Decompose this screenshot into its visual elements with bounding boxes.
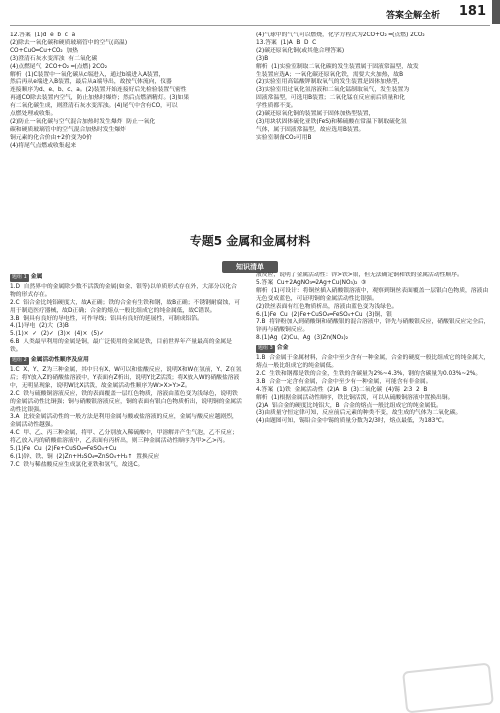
answer-line: 连接顺序为d、e、b、c、a。(2)装置开始连接好后先检验装置气密性 [10, 87, 187, 94]
answer-paragraph: 7.B 将锌粉加入到硝酸铜和硝酸银的混合溶液中，锌先与硝酸银反应，硝酸银反应完全后，锌再与硝酸铜反应。 [256, 319, 490, 334]
answer-paragraph: 5.(1)Fe Cu (2)Fe+CuSO₄═FeSO₄+Cu [10, 446, 117, 453]
topic-title: 金属活动性顺序及应用 [30, 357, 89, 364]
answer-line: 点燃处理或收集。 [10, 111, 57, 118]
group-badge: 题组 3 [258, 345, 273, 352]
answer-line: (4)点燃尾气 2CO+O₂ ═(点燃) 2CO₂ [10, 63, 108, 70]
answer-paragraph: 3.A 比较金属活动性的一般方法是利用金属与酸或盐溶液的反应，金属与酸反应越剧烈，金属活动性越强。 [10, 414, 238, 429]
top-left-column [10, 32, 242, 228]
answer-line: 12.答案 (1)d e b c a [10, 32, 76, 38]
answer-paragraph: 1.C X、Y、Z为三种金属，其中只有X、W可以和盐酸反应，说明X和W在氢前，Y、Z在氢后；将Y放入Z的硝酸盐溶液中，Y表面有Z析出，说明Y比Z活泼；将X放入W的硝酸盐溶液中，无明显现象，说明W比X活泼，故金属活动性顺序为W>X>Y>Z。 [10, 366, 242, 389]
page-number: 181 [458, 4, 486, 19]
answer-paragraph: 8.(1)Ag (2)Cu、Ag (3)Zn(NO₃)₂ [256, 335, 349, 342]
answer-line: 然后再从e端进入B装置，最后从a端导出，故按气体流向，仪器 [10, 79, 172, 86]
topic-heading [10, 274, 242, 282]
topic-title: 合金 [276, 345, 289, 352]
answer-paragraph: (2)A 铝合金的硬度比纯铝大，B 合金的熔点一般比组成它的纯金属低。 [256, 402, 442, 409]
answer-paragraph: 4.(1)导电 (2)大 (3)B [10, 323, 69, 330]
answer-line: 铜元素的化合价由+2价变为0价 [10, 134, 92, 141]
answer-paragraph: 解析 (1)可设计：将铜丝插入硝酸银溶液中，观察到铜丝表面覆盖一层银白色物质，溶液由无色变成蓝色，可证明铜的金属活动性比银强。 [256, 287, 489, 302]
topic-title: 金属 [30, 274, 43, 280]
answer-line: 再通CO除去装置内空气，防止加热时爆炸；然后点燃酒精灯。(3)如果 [10, 95, 190, 102]
answer-paragraph: 5.答案 Cu+2AgNO₃═2Ag+Cu(NO₃)₂ ③ [256, 279, 367, 286]
answer-line: CO+CuO═Cu+CO₂ 加热 [10, 47, 79, 54]
answer-line: 碳和硬质玻璃管中的空气混合加热时发生爆炸 [10, 126, 126, 133]
answer-paragraph: 1.B 合金属于金属材料，合金中至少含有一种金属，合金的硬度一般比组成它的纯金属大，熔点一般比组成它的纯金属低。 [256, 355, 490, 369]
answer-paragraph: 6.B 人类最早利用的金属是铜，最广泛使用的金属是铁，目前世界年产量最高的金属是铁。 [10, 339, 232, 354]
header-rule [10, 25, 490, 26]
group-badge: 题组 1 [12, 274, 27, 280]
top-right-column [256, 32, 490, 228]
answer-paragraph: 4.答案 (1)铁 金属活动性 (2)A B (3)二氧化碳 (4)锡 2∶3 2 B [256, 386, 428, 393]
answer-line: (2)碳还原氧化铜的装置属于固体加热型装置， [256, 111, 375, 118]
answer-line: 学性质都不变。 [256, 103, 297, 110]
answer-line: (4)将尾气点燃或收集起来 [10, 142, 77, 149]
body-right-column [256, 272, 490, 708]
answer-paragraph: 2.C 铁与硫酸铜溶液反应，铁的表面覆盖一层红色物质，溶液由蓝色变为浅绿色，说明铁的金属活动性比铜强；铜与硝酸银溶液反应，铜的表面有银白色物质析出，说明铜的金属活动性比银强。 [10, 390, 242, 413]
body-left-column [10, 272, 242, 708]
answer-line: (2)防止一氧化碳与空气混合加热时发生爆炸 防止一氧化 [10, 118, 156, 125]
page-header [0, 0, 500, 30]
header-bar [492, 0, 500, 24]
answer-line: (3)实验室用过氧化氢溶液和二氧化锰制取氧气，发生装置为 [256, 87, 410, 94]
answer-paragraph: (4)由题图可知，锡铅合金中锡的质量分数为2/3时，熔点最低，为183℃。 [256, 418, 448, 425]
answer-line: (3)用块状固体硫化亚铁(FeS)和稀硫酸在常温下制取硫化氢 [256, 118, 407, 125]
answer-line: (2)实验室用高锰酸钾制取氧气的发生装置是固体加热型， [256, 79, 404, 86]
answer-paragraph: 6.(1)Fe Cu (2)Fe+CuSO₄═FeSO₄+Cu (3)铜、银 [256, 311, 392, 318]
answer-line: 生装置应选A；一氧化碳还原氧化铁，需要大火加热，故B [256, 71, 404, 78]
answer-line: 13.答案 (1)A B D C [256, 39, 317, 46]
answer-line: 实验室制备CO₂可用B [256, 134, 312, 141]
answer-paragraph: 解析 (1)根据金属活动性顺序，铁比铜活泼，可以从硫酸铜溶液中置换出铜。 [256, 394, 454, 401]
section-title: 专题5 金属和金属材料 [189, 234, 311, 248]
knowledge-heading-label: 知识清单 [222, 261, 278, 273]
watermark-logo [402, 663, 494, 713]
answer-line: (3)澄清石灰水变浑浊 有二氧化碳 [10, 55, 98, 62]
answer-paragraph: 2.C 铝合金比纯铝硬度大，故A正确；铁的合金有生铁和钢，故B正确；不锈钢耐腐蚀，可用于制造医疗器械，故D正确；合金的熔点一般比组成它的纯金属低，故C错误。 [10, 299, 240, 314]
answer-line: (2)碳还原氧化铜(或其他合理答案) [256, 47, 345, 54]
answer-line: (4)气球中的气气可以燃烧，化学方程式为2CO+O₂ ═(点燃) 2CO₂ [256, 32, 425, 38]
answer-paragraph: 4.C 甲、乙、丙三种金属，将甲、乙分别放入稀硫酸中，甲溶解并产生气泡，乙不反应；将乙放入丙的硝酸盐溶液中，乙表面有丙析出，则三种金属活动性顺序为甲>乙>丙。 [10, 430, 238, 445]
answer-paragraph: (2)铁丝表面有红色物质析出，溶液由蓝色变为浅绿色。 [256, 303, 398, 310]
answer-line: (3)B [256, 55, 269, 62]
group-badge: 题组 2 [12, 357, 27, 364]
answer-paragraph: 3.B 合金一定含有金属，合金中至少有一种金属，可能含有非金属。 [256, 378, 432, 385]
answer-paragraph: 7.C 铁与稀盐酸反应生成氯化亚铁和氢气，故选C。 [10, 461, 144, 468]
answer-paragraph: (3)由质量守恒定律可知，反应前后元素的种类不变，故生成的气体为二氧化碳。 [256, 410, 462, 417]
answer-line: 解析 (1)实验室制取二氧化碳的发生装置属于固液常温型，故发 [256, 63, 419, 70]
answer-paragraph: 2.C 生铁和钢都是铁的合金，生铁的含碳量为2%~4.3%，钢的含碳量为0.03%~2%。 [256, 370, 482, 377]
topic-heading [256, 345, 490, 353]
answer-line: 解析 (1)C装置中一氧化碳从c端进入，通过b端进入A装置， [10, 71, 165, 78]
answer-line: 固液常温型，可选用B装置；二氧化锰在反应前后质量和化 [256, 95, 405, 102]
answer-line: (2)除去一氧化碳和硬质玻璃管中的空气(高温) [10, 39, 128, 46]
answer-line: 气体，属于固液常温型，故应选用B装置。 [256, 126, 365, 133]
answer-paragraph: 1.D 自然界中的金属除少数不活泼的金属(如金、银等)以单质形式存在外，大部分以化合物的形式存在。 [10, 283, 237, 298]
answer-paragraph: 液反应，说明了金属活动性：锌>铁>银，但无法确定铜和铁的金属活动性顺序。 [256, 272, 463, 278]
topic-heading [10, 357, 242, 365]
answer-paragraph: 6.(1)锌、铁、铜 (2)Zn+H₂SO₄═ZnSO₄+H₂↑ 置换反应 [10, 453, 160, 460]
knowledge-heading [150, 254, 350, 271]
answer-paragraph: 3.B 铜具有良好的导电性，可作导线；铝具有良好的延展性，可制成铝箔。 [10, 315, 203, 322]
answer-paragraph: 5.(1)× ✓ (2)✓ (3)× (4)× (5)✓ [10, 331, 105, 338]
header-tag: 答案全解全析 [385, 11, 440, 21]
answer-line: 有二氧化碳生成，则澄清石灰水变浑浊。(4)尾气中含有CO，可以 [10, 103, 178, 110]
